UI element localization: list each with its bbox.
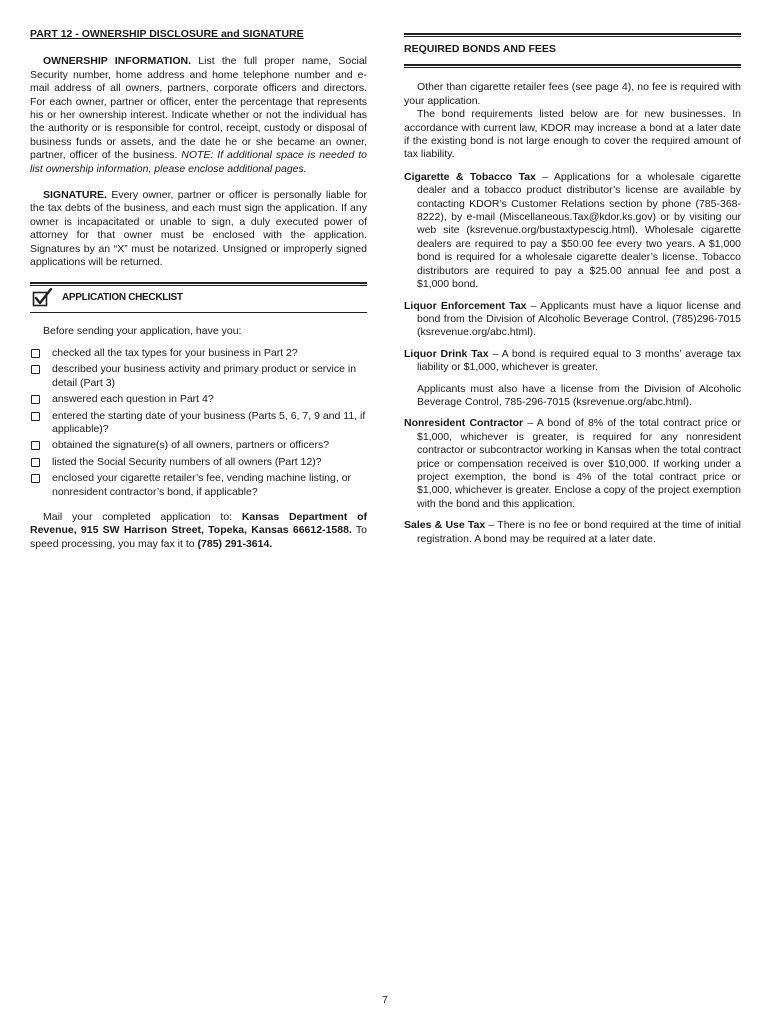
checklist-header [30,286,367,310]
ownership-body: List the full proper name, Social Security number, home address and home telephone number and e-mail address of all owners, partners, corporate officers and directors. For each owner, partner or officer, enter the percentage that represents his or her ownership interest. Indicate whether or not the individual has the authority or is responsible for control, receipt, custody or disposal of business funds or assets, and the date he or she became an owner, partner, officer of the business. [30,55,367,162]
checklist-item: listed the Social Security numbers of all owners (Part 12)? [30,456,367,469]
checkbox-icon[interactable] [31,412,40,421]
checkbox-icon[interactable] [31,365,40,374]
ownership-note: NOTE: If additional space is needed to list ownership information, please enclose additional pages. [30,149,368,175]
checklist-item: answered each question in Part 4? [30,393,367,406]
right-column [404,33,741,554]
entry-nonresident-contractor: Nonresident Contractor – A bond of 8% of the total contract price or $1,000, whichever is greater, is required for any nonresident contractor or subcontractor working in Kansas when the total contract price or compensation received is over $10,000. If working under a project exemption, the bond is 4% of the total contract price or $1,000, whichever is greater. Enclose a copy of the project exemption with the bond and this application. [404,417,742,510]
entry-cigarette-tobacco: Cigarette & Tobacco Tax – Applications for a wholesale cigarette dealer and a tobacco product distributor’s license are available by contacting KDOR’s Customer Relations section by phone (785-368-8222), by e-mail (Miscellaneous.Tax@kdor.ks.gov) or by visiting our web site (ksrevenue.org/bustaxtypescig.html). Wholesale cigarette dealers are required to pay a $50.00 fee every two years. A $1,000 bond is required for a wholesale cigarette dealer’s license. Tobacco distributors are required to pay a $25.00 annual fee and post a $1,000 bond. [404,170,741,291]
checkbox-checked-icon [32,288,54,308]
checklist-item: described your business activity and primary product or service in detail (Part 3) [30,363,367,390]
fax-number: (785) 291-3614. [197,537,273,550]
mail-address: Kansas Department of Revenue, 915 SW Harrison Street, Topeka, Kansas 66612-1588. [30,510,367,537]
bonds-intro-2: The bond requirements listed below are for new businesses. In accordance with current law, KDOR may increase a bond at a later date if the existing bond is not large enough to cover the required amount of tax liability. [404,108,741,161]
checkbox-icon[interactable] [31,441,40,450]
checkbox-icon[interactable] [31,474,40,483]
checklist-intro: Before sending your application, have you: [43,324,242,337]
checkbox-icon[interactable] [31,458,40,467]
checklist-item: entered the starting date of your business (Parts 5, 6, 7, 9 and 11, if applicable)? [30,410,367,437]
checklist-item: checked all the tax types for your business in Part 2? [30,347,367,360]
bonds-heading: REQUIRED BONDS AND FEES [404,43,556,55]
entry-sales-use-tax: Sales & Use Tax – There is no fee or bond required at the time of initial registration. A bond may be required at a later date. [404,519,741,545]
checklist-items [30,347,367,499]
mail-instructions: Mail your completed application to: Kansas Department of Revenue, 915 SW Harrison Street, Topeka, Kansas 66612-1588. To speed processing, you may fax it to (785) 291-3614. [30,510,367,550]
signature-body: Every owner, partner or officer is personally liable for the tax debts of the business, and each must sign the application. If any owner is incapacitated or unable to sign, a duly executed power of attorney for that owner must be enclosed with the application. Signatures by an “X” must be notarized. Unsigned or improperly signed applications will be returned. [30,189,367,269]
bonds-divider-top [404,33,741,37]
left-column [30,28,367,551]
entry-liquor-drink: Liquor Drink Tax – A bond is required equal to 3 months’ average tax liability or $1,000, whichever is greater. [404,347,741,374]
signature-paragraph [30,189,367,269]
bonds-intro-1: Other than cigarette retailer fees (see page 4), no fee is required with your application. [404,81,741,107]
entry-liquor-enforcement: Liquor Enforcement Tax – Applicants must have a liquor license and bond from the Division of Alcoholic Beverage Control, (785)296-7015 (ksrevenue.org/abc.html). [404,299,741,339]
checkbox-icon[interactable] [31,349,40,358]
page-number: 7 [382,995,388,1006]
ownership-paragraph [30,55,367,176]
checklist-item: enclosed your cigarette retailer’s fee, vending machine listing, or nonresident contractor’s bond, if applicable? [30,472,367,499]
signature-lead: SIGNATURE. [43,189,107,202]
entry-liquor-drink-extra: Applicants must also have a license from the Division of Alcoholic Beverage Control, 785-296-7015 (ksrevenue.org/abc.html). [417,382,741,408]
part12-heading: PART 12 - OWNERSHIP DISCLOSURE and SIGNATURE [30,28,304,40]
checklist-item: obtained the signature(s) of all owners, partners or officers? [30,439,367,452]
checkbox-icon[interactable] [31,395,40,404]
checklist-title: APPLICATION CHECKLIST [62,291,183,303]
ownership-lead: OWNERSHIP INFORMATION. [43,55,192,68]
